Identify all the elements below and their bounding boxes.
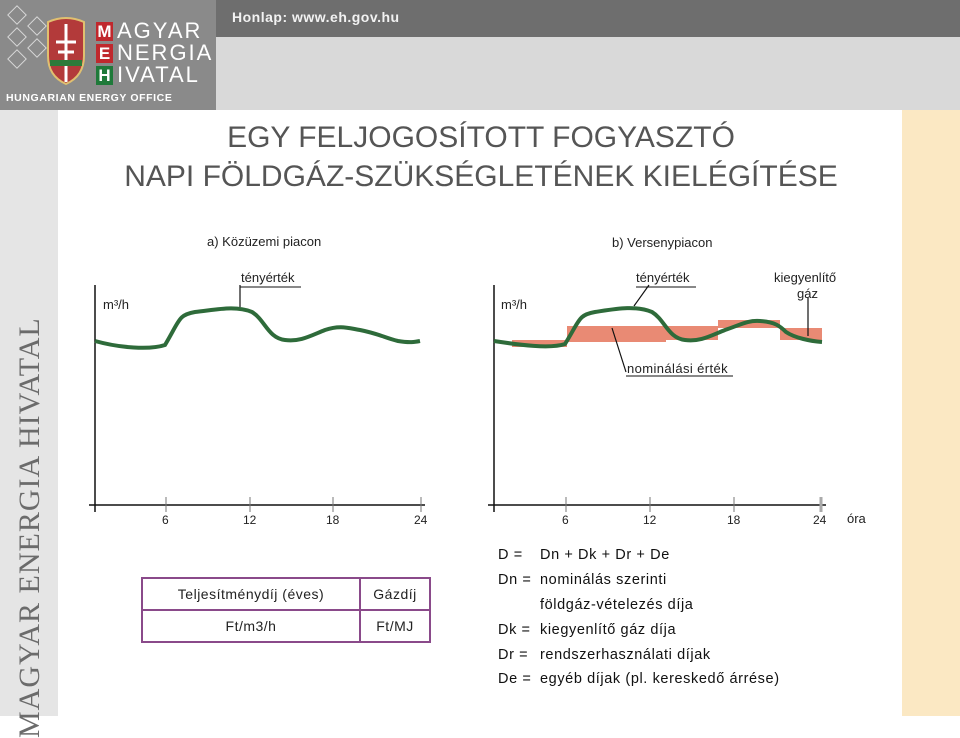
- diagram-a-tick-label: 24: [414, 513, 428, 527]
- diagram-b-tick-label: 12: [643, 513, 657, 527]
- diagram-a-tick-label: 12: [243, 513, 257, 527]
- formula-d-label: D =: [498, 547, 523, 563]
- balancing-gas-label-1: kiegyenlítő: [774, 270, 837, 285]
- diagram-a-title: a) Közüzemi piacon: [207, 234, 322, 249]
- diagram-b-tick-label: 18: [727, 513, 741, 527]
- diagram-b-title: b) Versenypiacon: [612, 235, 713, 250]
- diagram-b-curve-label: tényérték: [636, 270, 690, 285]
- formula-dr-label: Dr =: [498, 647, 529, 663]
- diagram-b-y-label: m³/h: [501, 297, 527, 312]
- tariff-table: [141, 577, 431, 643]
- formula-de-text: egyéb díjak (pl. kereskedő árrése): [540, 671, 780, 687]
- diagram-b-x-unit: óra: [847, 511, 866, 526]
- capacity-fee-unit: Ft/m3/h: [142, 610, 360, 642]
- formula-d-expr: Dn + Dk + Dr + De: [540, 547, 670, 563]
- title-line-2: NAPI FÖLDGÁZ-SZÜKSÉGLETÉNEK KIELÉGÍTÉSE: [124, 160, 838, 193]
- formula-dn-text-1: nominálás szerinti: [540, 572, 667, 588]
- formula-dr-text: rendszerhasználati díjak: [540, 647, 711, 663]
- diagram-a-tick-label: 6: [162, 513, 169, 527]
- formula-de-label: De =: [498, 671, 532, 687]
- capacity-fee-header: Teljesítménydíj (éves): [142, 578, 360, 610]
- diagram-b-pointer: [634, 285, 649, 306]
- formula-dk-text: kiegyenlítő gáz díja: [540, 622, 677, 638]
- nomination-label: nominálási érték: [627, 361, 729, 376]
- website-link[interactable]: Honlap: www.eh.gov.hu: [232, 9, 400, 25]
- diagram-a-y-label: m³/h: [103, 297, 129, 312]
- gas-fee-header: Gázdíj: [360, 578, 430, 610]
- logo-subtitle: HUNGARIAN ENERGY OFFICE: [6, 92, 173, 104]
- formula-dk-label: Dk =: [498, 622, 531, 638]
- diagram-a-actual-curve: [95, 308, 420, 347]
- nomination-step-2: [567, 326, 666, 342]
- logo-wordmark: M AGYAR E NERGIA H IVATAL: [97, 18, 214, 87]
- vertical-brand-text: MAGYAR ENERGIA HIVATAL: [13, 317, 46, 738]
- formula-dn-text-2: földgáz-vételezés díja: [540, 597, 694, 613]
- balancing-gas-label-2: gáz: [797, 286, 818, 301]
- diagram-a-tick-label: 18: [326, 513, 340, 527]
- diagram-b-tick-label: 6: [562, 513, 569, 527]
- gas-fee-unit: Ft/MJ: [360, 610, 430, 642]
- formula-dn-label: Dn =: [498, 572, 532, 588]
- title-line-1: EGY FELJOGOSÍTOTT FOGYASZTÓ: [227, 121, 735, 154]
- diagram-b-tick-label: 24: [813, 513, 827, 527]
- diagram-a-curve-label: tényérték: [241, 270, 295, 285]
